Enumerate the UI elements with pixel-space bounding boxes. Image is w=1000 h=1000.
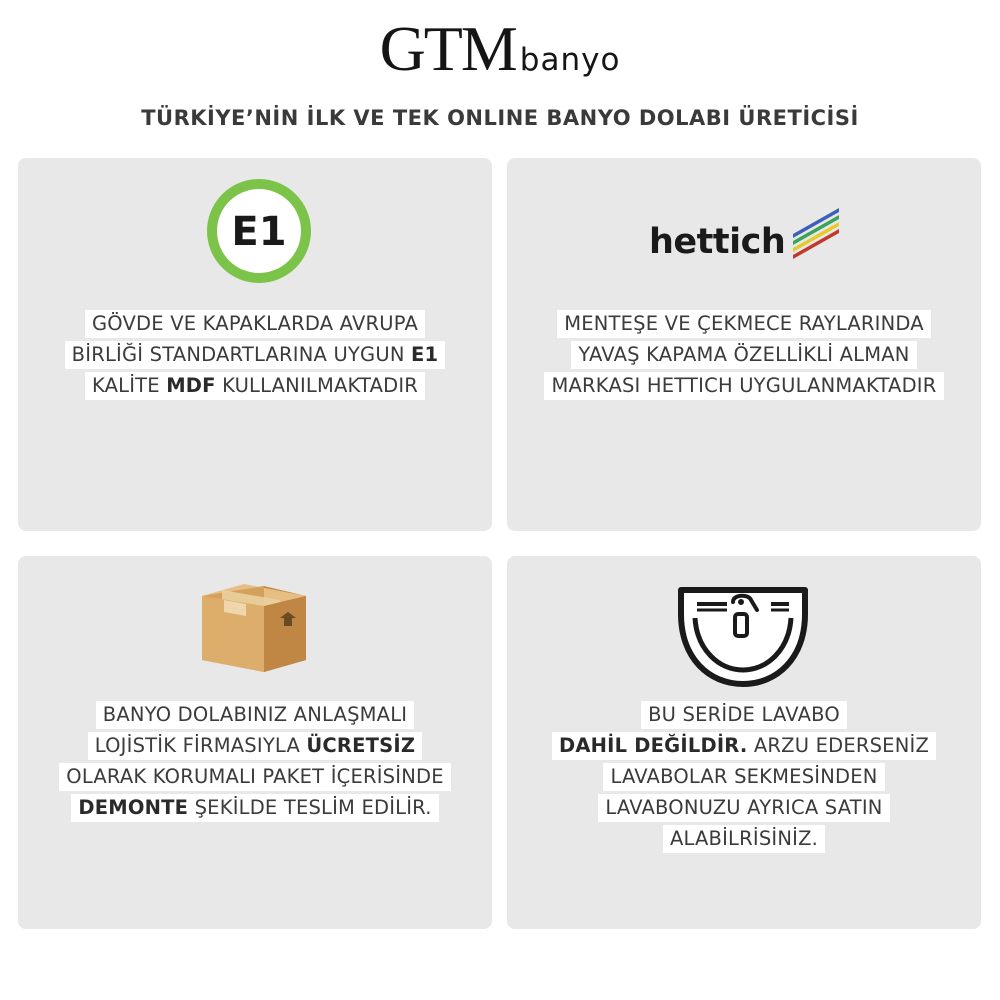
highlight-ucretsiz: ÜCRETSİZ — [306, 734, 416, 757]
e1-badge-icon — [206, 178, 312, 284]
hettich-logo — [647, 208, 843, 266]
feature-description — [18, 310, 492, 403]
feature-description — [507, 310, 981, 403]
page-headline: TÜRKİYE’NİN İLK VE TEK ONLINE BANYO DOLABI ÜRETİCİSİ — [141, 106, 859, 130]
highlight-demonte: DEMONTE — [78, 796, 189, 819]
feature-card-hettich — [507, 158, 981, 531]
e1-badge-text: E1 — [231, 209, 287, 255]
cardboard-box-icon — [194, 568, 314, 680]
description-line: BANYO DOLABINIZ ANLAŞMALI — [96, 701, 414, 729]
feature-card-sink-not-included — [507, 556, 981, 929]
description-line: MENTEŞE VE ÇEKMECE RAYLARINDA — [557, 310, 931, 338]
highlight-e1: E1 — [411, 343, 439, 366]
hettich-logo-text: hettich — [649, 222, 786, 262]
description-line: LAVABONUZU AYRICA SATIN — [598, 794, 889, 822]
brand-logo-banyo: banyo — [519, 42, 621, 78]
brand-logo-gtm: GTM — [379, 13, 516, 84]
sink-icon — [673, 584, 813, 690]
description-line: BİRLİĞİ STANDARTLARINA UYGUN E1 — [65, 341, 446, 369]
feature-description — [18, 701, 492, 825]
hettich-stripes-icon — [793, 208, 839, 259]
description-line: DAHİL DEĞİLDİR. ARZU EDERSENİZ — [552, 732, 936, 760]
feature-card-e1-mdf — [18, 158, 492, 531]
description-line: ALABİLRİSİNİZ. — [663, 825, 825, 853]
description-line: DEMONTE ŞEKİLDE TESLİM EDİLİR. — [71, 794, 438, 822]
highlight-dahil-degildir: DAHİL DEĞİLDİR. — [558, 734, 748, 757]
description-line: KALİTE MDF KULLANILMAKTADIR — [85, 372, 425, 400]
highlight-mdf: MDF — [166, 374, 216, 397]
description-line: OLARAK KORUMALI PAKET İÇERİSİNDE — [59, 763, 450, 791]
description-line: GÖVDE VE KAPAKLARDA AVRUPA — [85, 310, 425, 338]
description-line: LOJİSTİK FİRMASIYLA ÜCRETSİZ — [88, 732, 422, 760]
brand-logo[interactable] — [0, 14, 1000, 84]
description-line: BU SERİDE LAVABO — [641, 701, 847, 729]
description-line: LAVABOLAR SEKMESİNDEN — [603, 763, 884, 791]
feature-description — [507, 701, 981, 856]
feature-card-free-delivery — [18, 556, 492, 929]
description-line: MARKASI HETTICH UYGULANMAKTADIR — [544, 372, 943, 400]
description-line: YAVAŞ KAPAMA ÖZELLİKLİ ALMAN — [571, 341, 916, 369]
